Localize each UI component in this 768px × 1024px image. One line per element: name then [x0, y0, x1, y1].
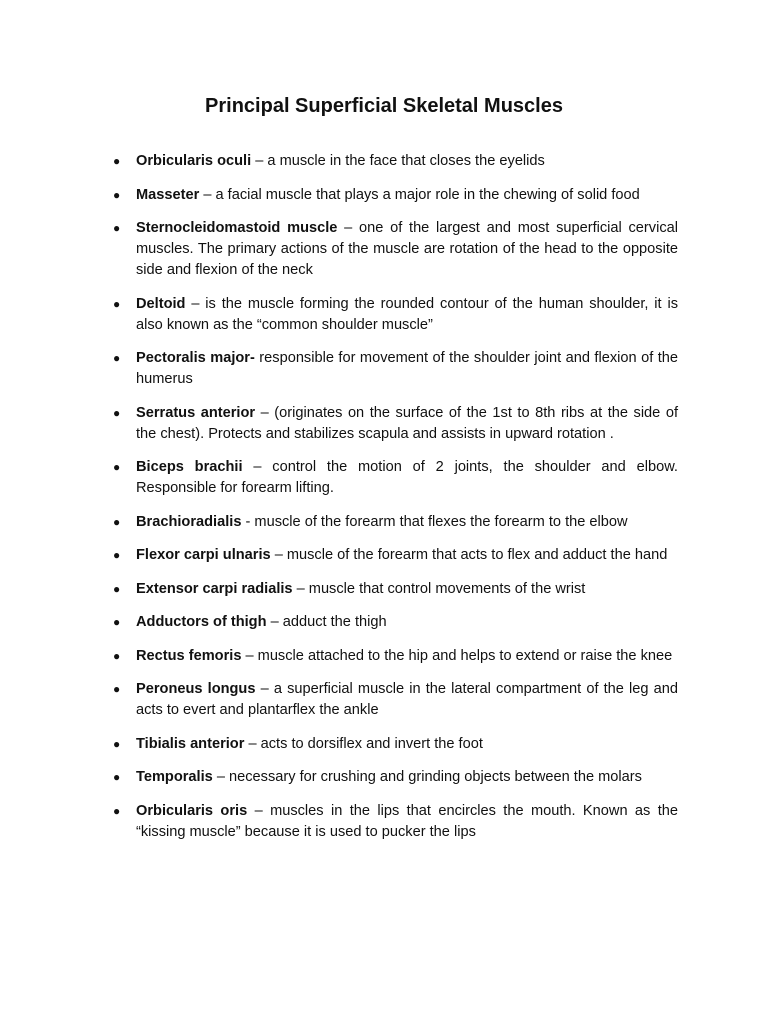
- list-item: [108, 185, 678, 206]
- bullet-icon: ●: [113, 803, 121, 818]
- muscle-description: – adduct the thigh: [266, 614, 387, 630]
- bullet-icon: ●: [113, 514, 121, 529]
- muscle-term: Peroneus longus: [136, 681, 256, 697]
- muscle-term: Pectoralis major-: [136, 350, 255, 366]
- list-item: [108, 579, 678, 600]
- list-item: [108, 151, 678, 172]
- muscle-description: – muscles in the lips that encircles the mouth. Known as the “kissing muscle” because it is used to pucker the lips: [136, 802, 678, 840]
- muscle-description: – one of the largest and most superficial cervical muscles. The primary actions of the muscle are rotation of the head to the opposite side and flexion of the neck: [136, 220, 678, 278]
- list-item: [108, 646, 678, 667]
- muscle-description: – muscle attached to the hip and helps to extend or raise the knee: [241, 647, 673, 664]
- muscle-term: Extensor carpi radialis: [136, 580, 293, 597]
- muscle-term: Serratus anterior: [136, 404, 256, 421]
- bullet-icon: ●: [113, 648, 121, 663]
- bullet-icon: ●: [113, 187, 121, 202]
- muscle-term: Sternocleidomastoid muscle: [136, 220, 338, 236]
- muscle-term: Flexor carpi ulnaris: [136, 547, 271, 563]
- list-item: [108, 403, 678, 445]
- bullet-icon: ●: [113, 221, 121, 235]
- muscle-term: Orbicularis oculi: [136, 153, 252, 169]
- list-item: [108, 348, 678, 390]
- bullet-icon: ●: [113, 405, 121, 420]
- bullet-icon: ●: [113, 154, 121, 168]
- muscle-term: Tibialis anterior: [136, 735, 245, 752]
- muscle-term: Brachioradialis: [136, 513, 242, 530]
- muscle-term: Masseter: [136, 186, 200, 203]
- muscle-description: responsible for movement of the shoulder joint and flexion of the humerus: [136, 350, 678, 387]
- muscle-term: Biceps brachii: [136, 459, 243, 475]
- list-item: [108, 734, 678, 755]
- muscle-term: Rectus femoris: [136, 647, 242, 664]
- bullet-icon: ●: [113, 548, 121, 562]
- muscle-description: – control the motion of 2 joints, the shoulder and elbow. Responsible for forearm lifting.: [136, 459, 678, 496]
- page-title: Principal Superficial Skeletal Muscles: [205, 95, 563, 117]
- muscle-term: Adductors of thigh: [136, 614, 267, 630]
- bullet-icon: ●: [113, 460, 121, 474]
- muscle-description: – muscle of the forearm that acts to flex and adduct the hand: [270, 547, 668, 563]
- bullet-icon: ●: [113, 682, 121, 696]
- muscle-description: – a facial muscle that plays a major role in the chewing of solid food: [199, 186, 640, 203]
- muscle-description: – muscle that control movements of the wrist: [292, 580, 586, 597]
- list-item: [108, 801, 678, 843]
- list-item: [108, 457, 678, 499]
- bullet-icon: ●: [113, 351, 121, 365]
- muscle-term: Deltoid: [136, 295, 186, 312]
- muscle-description: – a superficial muscle in the lateral compartment of the leg and acts to evert and plantarflex the ankle: [136, 681, 678, 718]
- bullet-icon: ●: [113, 615, 121, 629]
- muscle-description: - muscle of the forearm that flexes the forearm to the elbow: [241, 513, 628, 530]
- list-item: [108, 612, 678, 633]
- muscle-description: – a muscle in the face that closes the eyelids: [251, 153, 545, 169]
- list-item: [108, 679, 678, 721]
- list-item: [108, 218, 678, 281]
- muscle-term: Temporalis: [136, 769, 213, 785]
- muscle-term: Orbicularis oris: [136, 802, 248, 819]
- list-item: [108, 294, 678, 336]
- muscle-description: – necessary for crushing and grinding objects between the molars: [212, 769, 642, 785]
- bullet-icon: ●: [113, 296, 121, 311]
- list-item: [108, 545, 678, 566]
- bullet-icon: ●: [113, 770, 121, 784]
- muscle-description: – (originates on the surface of the 1st to 8th ribs at the side of the chest). Protects and stabilizes scapula and assists in upward rotation .: [136, 404, 678, 442]
- list-item: [108, 512, 678, 533]
- list-item: [108, 767, 678, 788]
- muscle-description: – acts to dorsiflex and invert the foot: [244, 735, 483, 752]
- bullet-icon: ●: [113, 581, 121, 596]
- muscle-description: – is the muscle forming the rounded contour of the human shoulder, it is also known as the “common shoulder muscle”: [136, 295, 678, 333]
- muscle-list: [108, 151, 678, 855]
- bullet-icon: ●: [113, 736, 121, 751]
